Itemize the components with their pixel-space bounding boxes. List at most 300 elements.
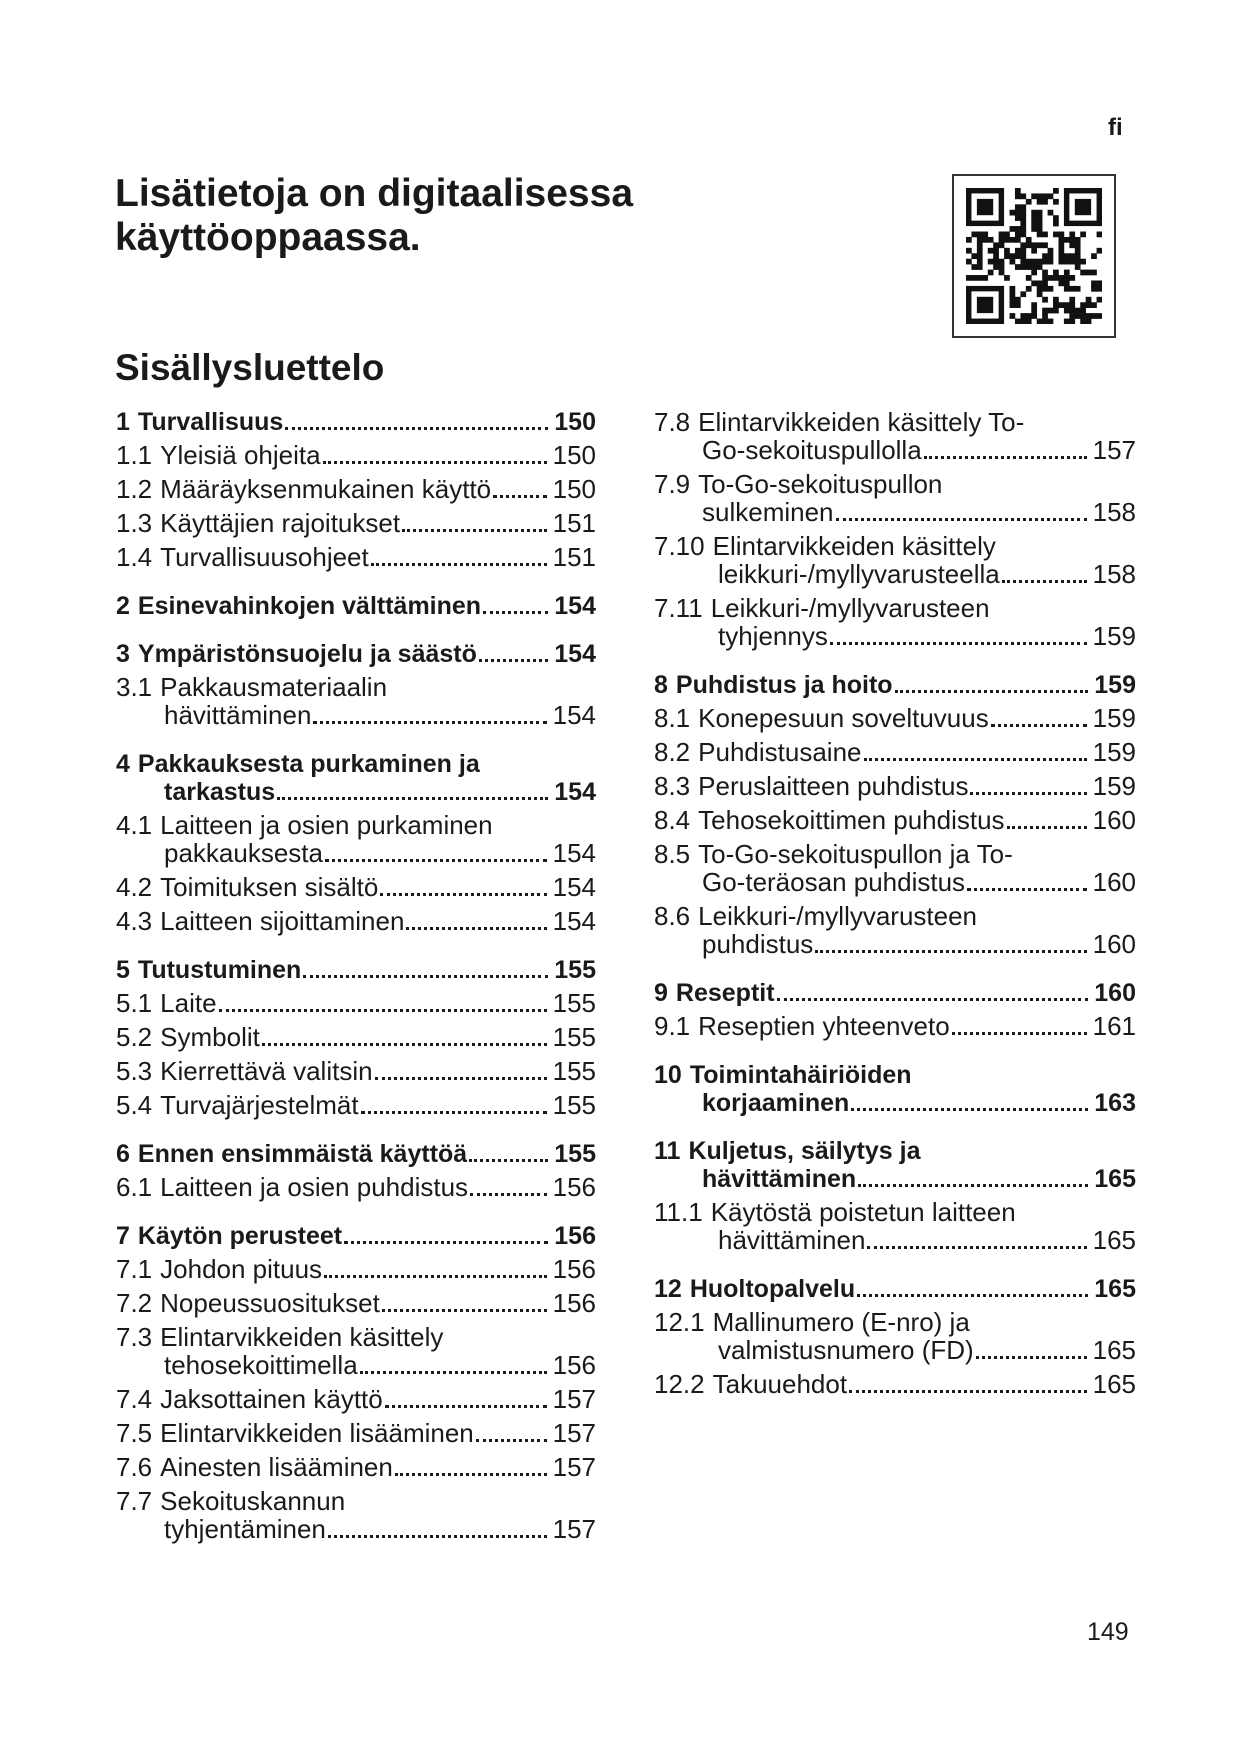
toc-line xyxy=(116,1255,596,1284)
toc-line xyxy=(116,1173,596,1202)
toc-number: 2 xyxy=(116,592,130,620)
toc-page-number: 155 xyxy=(552,1090,596,1120)
toc-page-number: 165 xyxy=(1094,1275,1136,1303)
toc-line xyxy=(116,1351,596,1380)
toc-section[interactable] xyxy=(116,1023,596,1052)
toc-section[interactable] xyxy=(654,1308,1136,1365)
toc-section[interactable] xyxy=(116,1289,596,1318)
toc-section[interactable] xyxy=(654,594,1136,651)
toc-leader-dots xyxy=(479,659,548,662)
toc-page-number: 154 xyxy=(554,592,596,620)
toc-chapter[interactable] xyxy=(654,979,1136,1007)
toc-section[interactable] xyxy=(116,1255,596,1284)
toc-section[interactable] xyxy=(116,441,596,470)
toc-title-text: tarkastus xyxy=(164,778,276,806)
toc-section[interactable] xyxy=(116,907,596,936)
toc-section[interactable] xyxy=(116,873,596,902)
toc-leader-dots xyxy=(777,998,1089,1001)
toc-page-number: 155 xyxy=(554,1140,596,1168)
toc-title-text: sulkeminen xyxy=(702,497,834,527)
headline-line: käyttöoppaassa. xyxy=(115,216,421,259)
toc-page-number: 154 xyxy=(554,778,596,806)
toc-page-number: 151 xyxy=(552,508,596,538)
toc-leader-dots xyxy=(219,1009,547,1012)
toc-title-text: Turvajärjestelmät xyxy=(160,1090,359,1120)
toc-title-text: Toimituksen sisältö xyxy=(160,872,379,902)
toc-page-number: 157 xyxy=(552,1452,596,1482)
toc-line xyxy=(116,1385,596,1414)
toc-column-left xyxy=(116,408,602,1549)
toc-page-number: 160 xyxy=(1092,805,1136,835)
toc-number: 11.1 xyxy=(654,1197,703,1227)
toc-line xyxy=(654,560,1136,589)
toc-line xyxy=(654,408,1136,436)
toc-title-text: Puhdistus ja hoito xyxy=(675,671,893,699)
toc-leader-dots xyxy=(836,518,1087,521)
toc-chapter[interactable] xyxy=(116,640,596,668)
toc-line xyxy=(116,811,596,839)
toc-title-text: Huoltopalvelu xyxy=(689,1275,856,1303)
toc-page-number: 159 xyxy=(1092,771,1136,801)
toc-number: 1.3 xyxy=(116,508,153,538)
toc-section[interactable] xyxy=(654,772,1136,801)
toc-section[interactable] xyxy=(654,408,1136,465)
toc-page-number: 160 xyxy=(1092,929,1136,959)
toc-leader-dots xyxy=(313,721,546,724)
toc-line xyxy=(654,1012,1136,1041)
toc-line xyxy=(654,622,1136,651)
toc-number: 5.4 xyxy=(116,1090,153,1120)
toc-page-number: 154 xyxy=(554,640,596,668)
toc-title-text: Elintarvikkeiden käsittely xyxy=(712,531,996,561)
toc-leader-dots xyxy=(483,611,548,614)
toc-leader-dots xyxy=(360,1371,547,1374)
toc-line xyxy=(116,750,596,778)
toc-title-text: Pakkausmateriaalin xyxy=(160,672,388,702)
toc-page-number: 151 xyxy=(552,542,596,572)
toc-leader-dots xyxy=(1002,580,1087,583)
toc-title-text: tyhjentäminen xyxy=(164,1514,326,1544)
toc-line xyxy=(116,1419,596,1448)
toc-leader-dots xyxy=(895,690,1089,693)
toc-line xyxy=(654,594,1136,622)
toc-page-number: 160 xyxy=(1094,979,1136,1007)
toc-line xyxy=(654,1336,1136,1365)
toc-page-number: 165 xyxy=(1092,1335,1136,1365)
toc-page-number: 150 xyxy=(552,440,596,470)
qr-code-icon[interactable] xyxy=(952,174,1116,338)
toc-page-number: 159 xyxy=(1092,621,1136,651)
toc-section[interactable] xyxy=(116,1173,596,1202)
toc-line xyxy=(654,1370,1136,1399)
toc-title-text: Jaksottainen käyttö xyxy=(160,1384,383,1414)
toc-title-text: Sekoituskannun xyxy=(160,1486,346,1516)
toc-number: 1.1 xyxy=(116,440,153,470)
toc-number: 11 xyxy=(654,1137,681,1165)
toc-title-text: Ennen ensimmäistä käyttöä xyxy=(137,1140,468,1168)
toc-leader-dots xyxy=(324,1275,547,1278)
toc-number: 8.4 xyxy=(654,805,691,835)
toc-line xyxy=(116,907,596,936)
toc-line xyxy=(654,868,1136,897)
toc-number: 7.9 xyxy=(654,469,691,499)
toc-leader-dots xyxy=(406,927,546,930)
toc-section[interactable] xyxy=(116,989,596,1018)
toc-title-text: tehosekoittimella xyxy=(164,1350,358,1380)
toc-line xyxy=(654,1308,1136,1336)
toc-page-number: 165 xyxy=(1094,1165,1136,1193)
toc-leader-dots xyxy=(952,1032,1087,1035)
toc-leader-dots xyxy=(380,893,546,896)
toc-number: 6.1 xyxy=(116,1172,153,1202)
toc-title-text: Laitteen ja osien purkaminen xyxy=(160,810,493,840)
toc-line xyxy=(654,840,1136,868)
toc-title: Sisällysluettelo xyxy=(115,347,385,388)
toc-line xyxy=(116,1323,596,1351)
toc-chapter[interactable] xyxy=(116,408,596,436)
toc-section[interactable] xyxy=(654,1012,1136,1041)
toc-title-text: Laitteen sijoittaminen xyxy=(160,906,405,936)
toc-number: 1.4 xyxy=(116,542,153,572)
toc-leader-dots xyxy=(864,758,1087,761)
toc-title-text: puhdistus xyxy=(702,929,814,959)
toc-title-text: Elintarvikkeiden lisääminen xyxy=(160,1418,474,1448)
toc-chapter[interactable] xyxy=(116,750,596,806)
toc-line xyxy=(116,673,596,701)
toc-section[interactable] xyxy=(654,470,1136,527)
toc-number: 7.1 xyxy=(116,1254,153,1284)
toc-title-text: Tehosekoittimen puhdistus xyxy=(698,805,1005,835)
toc-section[interactable] xyxy=(116,1385,596,1414)
toc-title-text: korjaaminen xyxy=(702,1089,850,1117)
toc-number: 1 xyxy=(116,408,130,436)
toc-leader-dots xyxy=(382,1309,547,1312)
toc-leader-dots xyxy=(385,1405,547,1408)
toc-line xyxy=(654,1061,1136,1089)
toc-number: 8.5 xyxy=(654,839,691,869)
toc-chapter[interactable] xyxy=(116,1222,596,1250)
toc-line xyxy=(116,1222,596,1250)
toc-leader-dots xyxy=(857,1294,1088,1297)
toc-leader-dots xyxy=(967,888,1087,891)
toc-page-number: 156 xyxy=(552,1254,596,1284)
toc-number: 7.6 xyxy=(116,1452,153,1482)
toc-section[interactable] xyxy=(116,1453,596,1482)
toc-title-text: Esinevahinkojen välttäminen xyxy=(137,592,482,620)
toc-number: 7.3 xyxy=(116,1322,153,1352)
toc-number: 9 xyxy=(654,979,668,1007)
toc-section[interactable] xyxy=(654,704,1136,733)
toc-line xyxy=(654,532,1136,560)
toc-number: 12 xyxy=(654,1275,682,1303)
toc-line xyxy=(116,543,596,572)
toc-line xyxy=(654,772,1136,801)
toc-title-text: Reseptit xyxy=(675,979,775,1007)
toc-title-text: Konepesuun soveltuvuus xyxy=(698,703,989,733)
toc-title-text: Leikkuri-/myllyvarusteen xyxy=(710,593,990,623)
toc-page-number: 155 xyxy=(554,956,596,984)
toc-leader-dots xyxy=(325,859,547,862)
toc-title-text: Käytön perusteet xyxy=(137,1222,343,1250)
toc-number: 4.3 xyxy=(116,906,153,936)
toc-page-number: 159 xyxy=(1092,703,1136,733)
toc-line xyxy=(654,930,1136,959)
toc-line xyxy=(654,902,1136,930)
toc-line xyxy=(116,1140,596,1168)
toc-title-text: Johdon pituus xyxy=(160,1254,323,1284)
toc-leader-dots xyxy=(277,797,548,800)
toc-title-text: pakkauksesta xyxy=(164,838,323,868)
toc-line xyxy=(116,1023,596,1052)
toc-line xyxy=(116,1453,596,1482)
toc-chapter[interactable] xyxy=(116,1140,596,1168)
toc-title-text: To-Go-sekoituspullon xyxy=(698,469,943,499)
toc-number: 4 xyxy=(116,750,130,778)
toc-title-text: Toimintahäiriöiden xyxy=(689,1061,912,1089)
toc-line xyxy=(654,1137,1136,1165)
toc-chapter[interactable] xyxy=(654,1061,1136,1117)
toc-line xyxy=(116,989,596,1018)
toc-page-number: 163 xyxy=(1094,1089,1136,1117)
toc-section[interactable] xyxy=(116,475,596,504)
toc-leader-dots xyxy=(867,1246,1086,1249)
toc-number: 8.2 xyxy=(654,737,691,767)
toc-leader-dots xyxy=(849,1390,1087,1393)
toc-title-text: Ympäristönsuojelu ja säästö xyxy=(137,640,477,668)
toc-leader-dots xyxy=(991,724,1087,727)
toc-title-text: Elintarvikkeiden käsittely xyxy=(160,1322,444,1352)
toc-number: 8.3 xyxy=(654,771,691,801)
toc-line xyxy=(116,509,596,538)
toc-line xyxy=(654,738,1136,767)
toc-title-text: Elintarvikkeiden käsittely To- xyxy=(698,407,1025,437)
toc-page-number: 158 xyxy=(1092,559,1136,589)
toc-leader-dots xyxy=(328,1535,547,1538)
toc-leader-dots xyxy=(402,529,547,532)
toc-leader-dots xyxy=(303,975,548,978)
toc-page-number: 154 xyxy=(552,700,596,730)
toc-page-number: 161 xyxy=(1092,1011,1136,1041)
toc-leader-dots xyxy=(851,1108,1088,1111)
toc-leader-dots xyxy=(469,1159,548,1162)
toc-title-text: Puhdistusaine xyxy=(698,737,862,767)
toc-section[interactable] xyxy=(654,840,1136,897)
toc-leader-dots xyxy=(470,1193,547,1196)
toc-leader-dots xyxy=(395,1473,547,1476)
toc-title-text: Kierrettävä valitsin xyxy=(160,1056,373,1086)
toc-line xyxy=(116,778,596,806)
toc-title-text: Nopeussuositukset xyxy=(160,1288,380,1318)
toc-number: 3.1 xyxy=(116,672,153,702)
toc-section[interactable] xyxy=(116,1057,596,1086)
headline-line: Lisätietoja on digitaalisessa xyxy=(115,172,634,215)
toc-line xyxy=(116,839,596,868)
toc-section[interactable] xyxy=(654,1198,1136,1255)
toc-section[interactable] xyxy=(116,1487,596,1544)
toc-page-number: 155 xyxy=(552,988,596,1018)
toc-leader-dots xyxy=(476,1439,547,1442)
toc-line xyxy=(654,1089,1136,1117)
toc-title-text: Yleisiä ohjeita xyxy=(160,440,321,470)
toc-section[interactable] xyxy=(654,902,1136,959)
page-number: 149 xyxy=(1087,1618,1129,1646)
toc-line xyxy=(116,592,596,620)
toc-line xyxy=(654,1275,1136,1303)
toc-title-text: tyhjennys xyxy=(718,621,828,651)
toc-line xyxy=(116,640,596,668)
toc-title-text: valmistusnumero (FD) xyxy=(718,1335,974,1365)
toc-chapter[interactable] xyxy=(116,592,596,620)
toc-number: 7.8 xyxy=(654,407,691,437)
toc-title-text: Ainesten lisääminen xyxy=(160,1452,393,1482)
toc-number: 10 xyxy=(654,1061,682,1089)
toc-line xyxy=(116,956,596,984)
toc-title-text: Kuljetus, säilytys ja xyxy=(688,1137,921,1165)
toc-title-text: Takuuehdot xyxy=(712,1369,848,1399)
toc-page-number: 157 xyxy=(1092,435,1136,465)
toc-number: 8.1 xyxy=(654,703,691,733)
toc-section[interactable] xyxy=(654,806,1136,835)
toc-chapter[interactable] xyxy=(116,956,596,984)
toc-line xyxy=(654,806,1136,835)
toc-number: 7.7 xyxy=(116,1486,153,1516)
toc-line xyxy=(654,979,1136,1007)
toc-chapter[interactable] xyxy=(654,671,1136,699)
toc-line xyxy=(654,470,1136,498)
toc-number: 5.1 xyxy=(116,988,153,1018)
toc-page-number: 159 xyxy=(1092,737,1136,767)
toc-section[interactable] xyxy=(116,509,596,538)
toc-page-number: 156 xyxy=(552,1350,596,1380)
toc-title-text: Go-sekoituspullolla xyxy=(702,435,922,465)
toc-column-right xyxy=(654,408,1140,1404)
toc-page-number: 157 xyxy=(552,1418,596,1448)
toc-page-number: 157 xyxy=(552,1384,596,1414)
headline xyxy=(115,172,633,260)
toc-chapter[interactable] xyxy=(654,1137,1136,1193)
toc-chapter[interactable] xyxy=(654,1275,1136,1303)
toc-leader-dots xyxy=(361,1111,547,1114)
toc-line xyxy=(654,1198,1136,1226)
toc-number: 5.2 xyxy=(116,1022,153,1052)
toc-page-number: 150 xyxy=(554,408,596,436)
toc-title-text: Laitteen ja osien puhdistus xyxy=(160,1172,469,1202)
toc-title-text: hävittäminen xyxy=(718,1225,866,1255)
toc-line xyxy=(116,873,596,902)
toc-section[interactable] xyxy=(654,532,1136,589)
toc-number: 6 xyxy=(116,1140,130,1168)
toc-number: 7.11 xyxy=(654,593,703,623)
toc-leader-dots xyxy=(976,1356,1087,1359)
toc-leader-dots xyxy=(262,1043,547,1046)
toc-page-number: 150 xyxy=(552,474,596,504)
toc-line xyxy=(116,441,596,470)
toc-page-number: 160 xyxy=(1092,867,1136,897)
toc-number: 5 xyxy=(116,956,130,984)
toc-title-text: leikkuri-/myllyvarusteella xyxy=(718,559,1000,589)
toc-line xyxy=(654,498,1136,527)
toc-number: 4.1 xyxy=(116,810,153,840)
toc-number: 1.2 xyxy=(116,474,153,504)
qr-code-graphic xyxy=(966,188,1102,324)
toc-leader-dots xyxy=(323,461,547,464)
toc-section[interactable] xyxy=(654,1370,1136,1399)
toc-line xyxy=(654,436,1136,465)
toc-leader-dots xyxy=(1007,826,1087,829)
toc-page-number: 156 xyxy=(552,1288,596,1318)
toc-line xyxy=(654,704,1136,733)
toc-number: 7.10 xyxy=(654,531,705,561)
toc-page-number: 154 xyxy=(552,872,596,902)
toc-leader-dots xyxy=(344,1241,548,1244)
language-code: fi xyxy=(1108,114,1123,141)
toc-leader-dots xyxy=(371,563,547,566)
toc-title-text: Go-teräosan puhdistus xyxy=(702,867,966,897)
toc-title-text: Leikkuri-/myllyvarusteen xyxy=(698,901,978,931)
toc-line xyxy=(654,1226,1136,1255)
toc-line xyxy=(654,1165,1136,1193)
toc-number: 4.2 xyxy=(116,872,153,902)
toc-line xyxy=(116,1289,596,1318)
toc-leader-dots xyxy=(924,456,1087,459)
toc-section[interactable] xyxy=(116,1323,596,1380)
toc-section[interactable] xyxy=(116,1419,596,1448)
toc-page-number: 165 xyxy=(1092,1369,1136,1399)
toc-title-text: To-Go-sekoituspullon ja To- xyxy=(698,839,1013,869)
toc-title-text: Reseptien yhteenveto xyxy=(698,1011,950,1041)
toc-section[interactable] xyxy=(116,1091,596,1120)
toc-title-text: Turvallisuus xyxy=(137,408,284,436)
toc-page-number: 159 xyxy=(1094,671,1136,699)
toc-title-text: Symbolit xyxy=(160,1022,260,1052)
toc-leader-dots xyxy=(858,1184,1088,1187)
toc-title-text: Pakkauksesta purkaminen ja xyxy=(137,750,480,778)
toc-leader-dots xyxy=(375,1077,547,1080)
toc-number: 5.3 xyxy=(116,1056,153,1086)
toc-title-text: Turvallisuusohjeet xyxy=(160,542,369,572)
toc-page-number: 156 xyxy=(554,1222,596,1250)
toc-line xyxy=(116,1057,596,1086)
toc-section[interactable] xyxy=(654,738,1136,767)
toc-page-number: 157 xyxy=(552,1514,596,1544)
toc-page-number: 165 xyxy=(1092,1225,1136,1255)
toc-title-text: Käyttäjien rajoitukset xyxy=(160,508,401,538)
toc-number: 12.2 xyxy=(654,1369,705,1399)
toc-title-text: hävittäminen xyxy=(702,1165,857,1193)
toc-line xyxy=(116,1487,596,1515)
toc-page-number: 154 xyxy=(552,906,596,936)
toc-page-number: 158 xyxy=(1092,497,1136,527)
toc-number: 7 xyxy=(116,1222,130,1250)
toc-line xyxy=(116,1091,596,1120)
toc-number: 7.4 xyxy=(116,1384,153,1414)
toc-leader-dots xyxy=(830,642,1087,645)
toc-page-number: 156 xyxy=(552,1172,596,1202)
toc-title-text: Tutustuminen xyxy=(137,956,302,984)
toc-title-text: Määräyksenmukainen käyttö xyxy=(160,474,492,504)
toc-section[interactable] xyxy=(116,811,596,868)
toc-leader-dots xyxy=(815,950,1086,953)
toc-leader-dots xyxy=(493,495,547,498)
toc-number: 3 xyxy=(116,640,130,668)
toc-number: 8.6 xyxy=(654,901,691,931)
toc-section[interactable] xyxy=(116,543,596,572)
toc-number: 9.1 xyxy=(654,1011,691,1041)
toc-section[interactable] xyxy=(116,673,596,730)
toc-number: 7.5 xyxy=(116,1418,153,1448)
toc-number: 12.1 xyxy=(654,1307,705,1337)
toc-number: 8 xyxy=(654,671,668,699)
